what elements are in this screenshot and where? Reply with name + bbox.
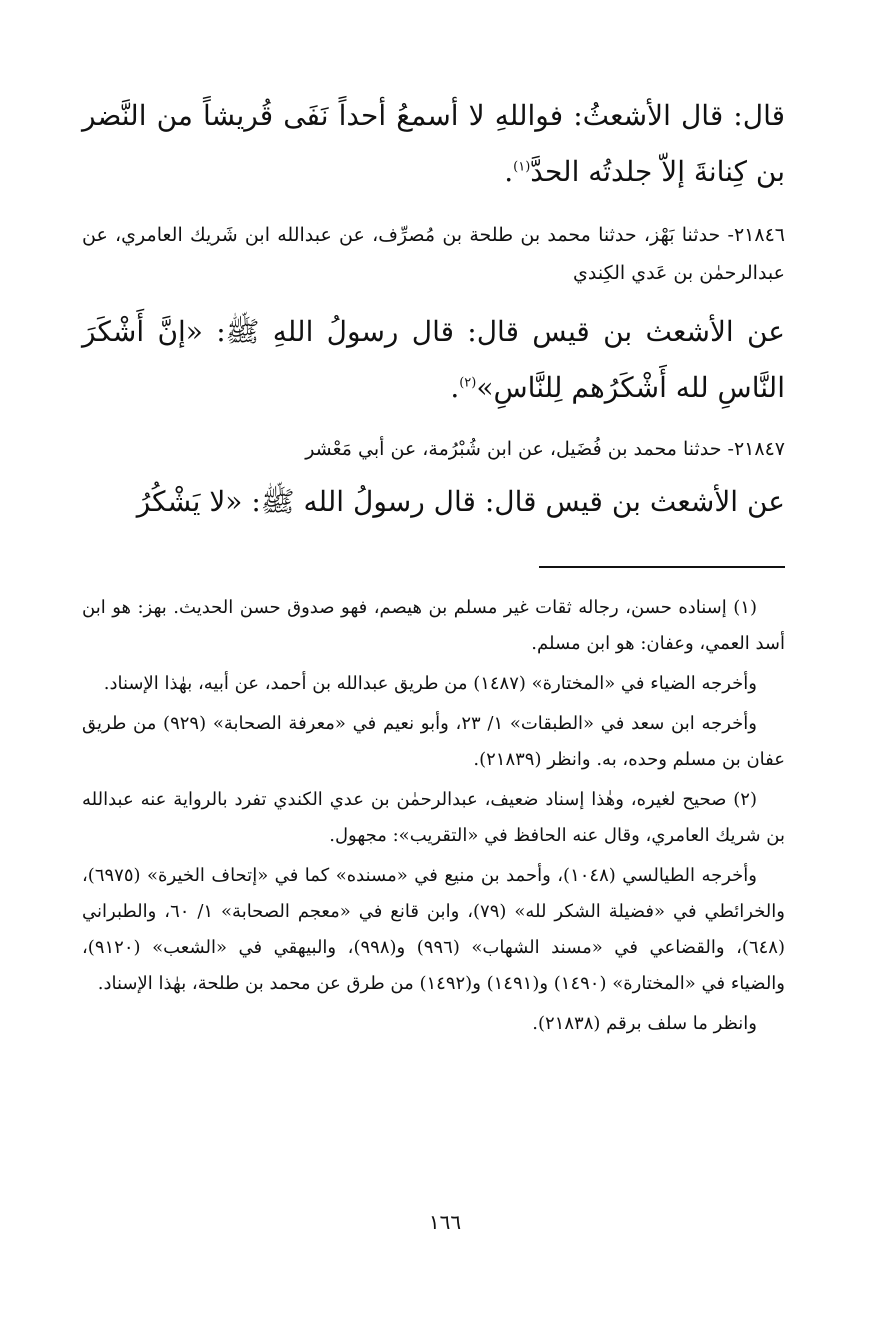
page-number: ١٦٦	[428, 1210, 462, 1234]
hadith-chain-21847: ٢١٨٤٧- حدثنا محمد بن فُضَيل، عن ابن شُبْرُمة، عن أبي مَعْشر	[305, 438, 785, 460]
paragraph-1	[82, 88, 785, 200]
paragraph-2-text: عن الأشعث بن قيس قال: قال رسولُ اللهِ ﷺ: «إنَّ أَشْكَرَ النَّاسِ لله أَشْكَرُهم لِلنَّاسِ»	[82, 315, 785, 404]
footnote-divider	[539, 566, 785, 568]
footnote-2: (٢) صحيح لغيره، وهٰذا إسناد ضعيف، عبدالرحمٰن بن عدي الكندي تفرد بالرواية عنه عبدالله بن شريك العامري، وقال عنه الحافظ في «التقريب»: مجهول.	[82, 789, 785, 846]
footnote-2-para-2: وأخرجه الطيالسي (١٠٤٨)، وأحمد بن منيع في «مسنده» كما في «إتحاف الخيرة» (٦٩٧٥)، والخرائطي في «فضيلة الشكر لله» (٧٩)، وابن قانع في «معجم الصحابة» ١/ ٦٠، والطبراني (٦٤٨)، والقضاعي في «مسند الشهاب» (٩٩٦) و(٩٩٨)، والبيهقي في «الشعب» (٩١٢٠)، والضياء في «المختارة» (١٤٩٠) و(١٤٩١) و(١٤٩٢) من طرق عن محمد بن طلحة، بهٰذا الإسناد.	[82, 865, 785, 994]
footnote-ref-2: (٢)	[459, 375, 477, 391]
paragraph-1-text: قال: قال الأشعثُ: فواللهِ لا أسمعُ أحداً نَفَى قُريشاً من النَّضر بن كِنانةَ إلاّ جلدتُه الحدَّ	[82, 99, 785, 188]
paragraph-1-end: .	[504, 155, 514, 188]
footnote-ref-1: (١)	[513, 159, 531, 175]
footnote-2-para-3: وانظر ما سلف برقم (٢١٨٣٨).	[532, 1013, 757, 1034]
paragraph-2-end: .	[450, 371, 460, 404]
footnotes	[82, 590, 785, 1046]
paragraph-3: عن الأشعث بن قيس قال: قال رسولُ الله ﷺ: «لا يَشْكُرُ	[136, 485, 785, 518]
hadith-chain-21846: ٢١٨٤٦- حدثنا بَهْز، حدثنا محمد بن طلحة بن مُصرِّف، عن عبدالله ابن شَريك العامري، عن عبدالرحمٰن بن عَدي الكِندي	[82, 224, 785, 284]
footnote-1-para-2: وأخرجه الضياء في «المختارة» (١٤٨٧) من طريق عبدالله بن أحمد، عن أبيه، بهٰذا الإسناد.	[103, 673, 757, 694]
footnote-1: (١) إسناده حسن، رجاله ثقات غير مسلم بن هيصم، فهو صدوق حسن الحديث. بهز: هو ابن أسد العمي، وعفان: هو ابن مسلم.	[82, 597, 785, 654]
paragraph-2	[82, 304, 785, 416]
main-text	[82, 88, 785, 530]
footnote-1-para-3: وأخرجه ابن سعد في «الطبقات» ١/ ٢٣، وأبو نعيم في «معرفة الصحابة» (٩٢٩) من طريق عفان بن مسلم وحده، به. وانظر (٢١٨٣٩).	[82, 713, 785, 770]
